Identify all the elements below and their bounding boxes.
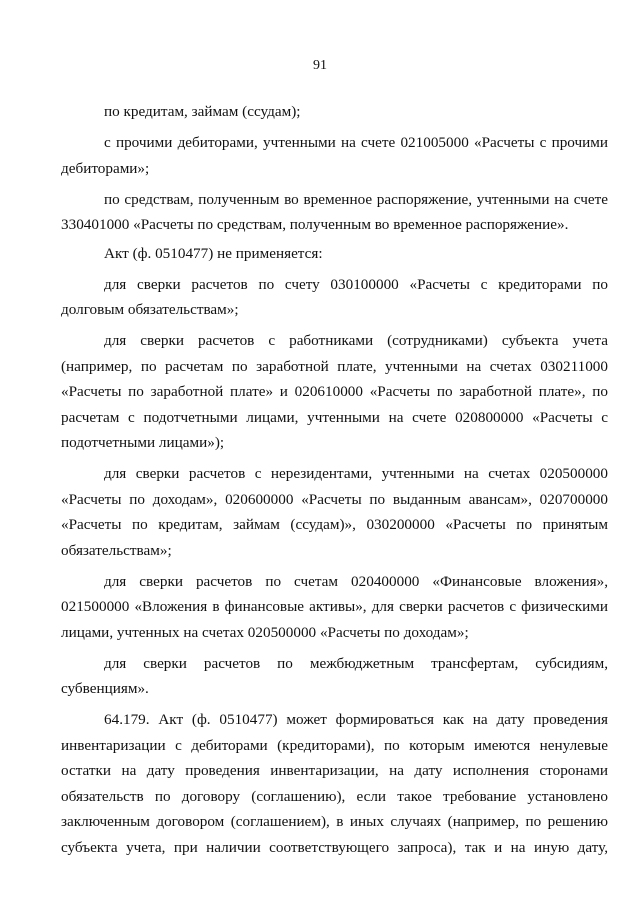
page-body [61, 99, 608, 860]
paragraph-creditors-debt: для сверки расчетов по счету 030100000 «Расчеты с кредиторами по долговым обязательствам»; [61, 275, 608, 318]
page-number: 91 [313, 58, 327, 73]
paragraph-financial-investments: для сверки расчетов по счетам 020400000 «Финансовые вложения», 021500000 «Вложения в финансовые активы», для сверки расчетов с физическими лицами, учтенных на счетах 020500000 «Расчеты по доходам»; [61, 572, 608, 641]
paragraph-loans: по кредитам, займам (ссудам); [104, 103, 301, 120]
paragraph-employees: для сверки расчетов с работниками (сотрудниками) субъекта учета (например, по расчетам по заработной плате, учтенными на счетах 030211000 «Расчеты по заработной плате» и 020610000 «Расчеты по заработной плате», по расчетам с подотчетными лицами, учтенными на счете 020800000 «Расчеты с подотчетными лицами»); [61, 332, 608, 451]
paragraph-act-not-applied: Акт (ф. 0510477) не применяется: [104, 244, 323, 262]
paragraph-temporary-funds: по средствам, полученным во временное распоряжение, учтенными на счете 330401000 «Расчеты по средствам, полученным во временное распоряжение». [61, 190, 608, 233]
paragraph-other-debtors: с прочими дебиторами, учтенными на счете 021005000 «Расчеты с прочими дебиторами»; [61, 134, 608, 177]
paragraph-nonresidents: для сверки расчетов с нерезидентами, учтенными на счетах 020500000 «Расчеты по доходам», 020600000 «Расчеты по выданным авансам», 020700000 «Расчеты по кредитам, займам (ссудам)», 030200000 «Расчеты по принятым обязательствам»; [61, 465, 608, 559]
paragraph-64-179: 64.179. Акт (ф. 0510477) может формироваться как на дату проведения инвентаризации с дебиторами (кредиторами), по которым имеются ненулевые остатки на дату проведения инвентаризации, на дату исполнения сторонами обязательств по договору (соглашению), если такое требование установлено заключенным договором (соглашением), в иных случаях (например, по решению субъекта учета, при наличии соответствующего запроса), так и на иную дату, [61, 711, 608, 856]
paragraph-transfers: для сверки расчетов по межбюджетным трансфертам, субсидиям, субвенциям». [61, 654, 608, 697]
